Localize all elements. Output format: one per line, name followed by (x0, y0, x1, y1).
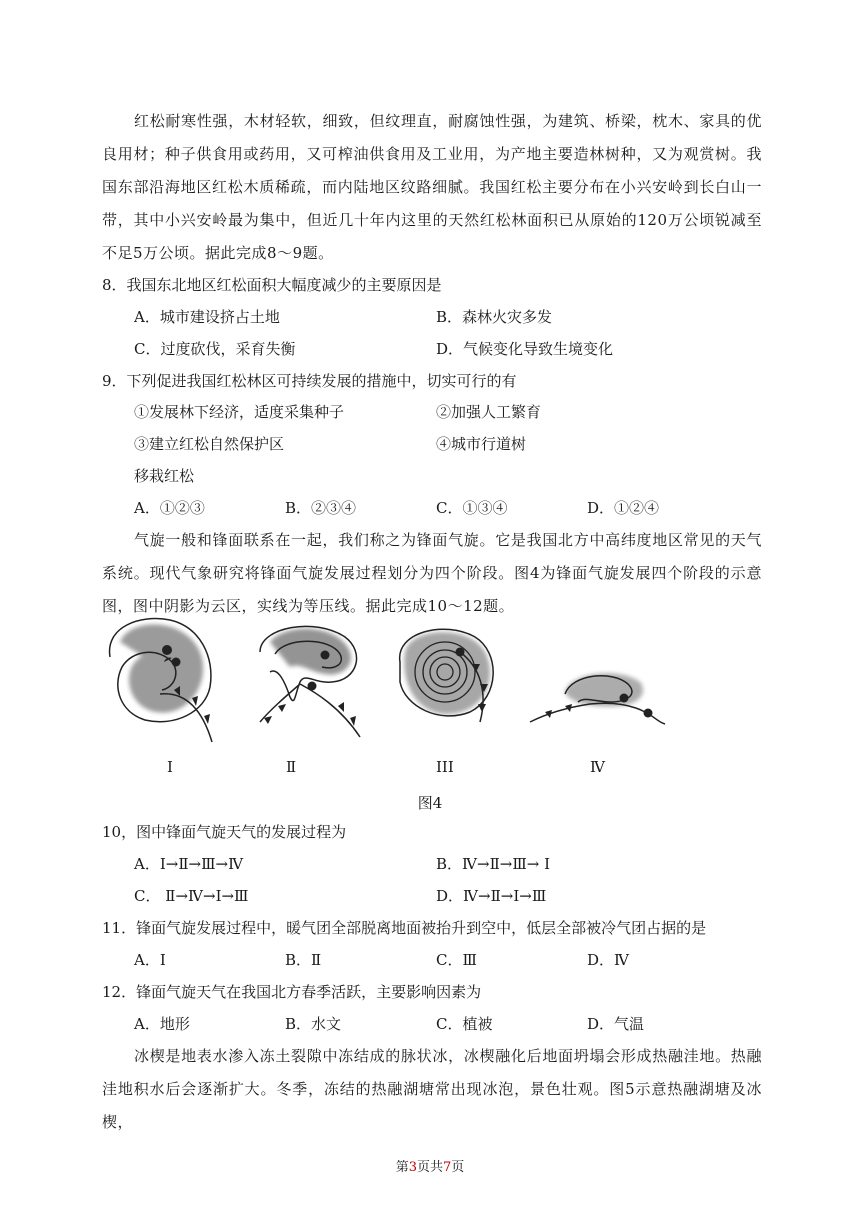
q11-option-b[interactable]: B．Ⅱ (285, 951, 322, 969)
q9-statement-4: ④城市行道树 (436, 435, 527, 453)
passage-red-pine: 红松耐寒性强，木材轻软，细致，但纹理直，耐腐蚀性强，为建筑、桥梁，枕木、家具的优良用材；种子供食用或药用，又可榨油供食用及工业用，为产地主要造林树种，又为观赏树。我国东部沿海地区红松木质稀疏，而内陆地区纹路细腻。我国红松主要分布在小兴安岭到长白山一带，其中小兴安岭最为集中，但近几十年内这里的天然红松林面积已从原始的120万公顷锐减至不足5万公顷。据此完成8～9题。 (102, 112, 762, 262)
q9-statement-1: ①发展林下经济，适度采集种子 (134, 403, 345, 421)
question-10-stem: 10，图中锋面气旋天气的发展过程为 (102, 823, 347, 841)
question-11-stem: 11．锋面气旋发展过程中，暖气团全部脱离地面被抬升到空中，低层全部被冷气团占据的是 (102, 919, 707, 937)
footer-mid: 页共 (416, 1160, 443, 1175)
frontal-cyclone-diagram (100, 612, 680, 762)
q10-option-b[interactable]: B．Ⅳ→Ⅱ→Ⅲ→ I (436, 855, 551, 873)
q8-option-c[interactable]: C．过度砍伐，采育失衡 (134, 340, 296, 358)
cyclone-stage-3 (400, 629, 494, 722)
q9-option-b[interactable]: B．②③④ (285, 499, 357, 517)
footer-pre: 第 (395, 1160, 409, 1175)
question-9-stem: 9．下列促进我国红松林区可持续发展的措施中，切实可行的有 (102, 372, 517, 390)
figure-label-3: III (436, 758, 454, 776)
q10-option-c[interactable]: C． Ⅱ→Ⅳ→I→Ⅲ (134, 887, 249, 905)
cyclone-stage-1 (110, 619, 212, 742)
q12-option-c[interactable]: C．植被 (436, 1015, 493, 1033)
q11-option-d[interactable]: D．Ⅳ (587, 951, 630, 969)
q9-option-d[interactable]: D．①②④ (587, 499, 660, 517)
q9-option-a[interactable]: A．①②③ (134, 499, 205, 517)
passage-ice-wedge: 冰楔是地表水渗入冻土裂隙中冻结成的脉状冰，冰楔融化后地面坍塌会形成热融洼地。热融洼地积水后会逐渐扩大。冬季，冻结的热融湖塘常出现冰泡，景色壮观。图5示意热融湖塘及冰楔， (102, 1047, 762, 1131)
figure-label-2: Ⅱ (286, 758, 297, 776)
q10-option-a[interactable]: A．I→Ⅱ→Ⅲ→Ⅳ (134, 855, 244, 873)
q9-statement-3: ③建立红松自然保护区 (134, 435, 285, 453)
q9-statement-4-cont: 移栽红松 (134, 467, 195, 485)
footer-page-number: 3 (408, 1160, 417, 1175)
q9-option-c[interactable]: C．①③④ (436, 499, 508, 517)
passage-frontal-cyclone: 气旋一般和锋面联系在一起，我们称之为锋面气旋。它是我国北方中高纬度地区常见的天气系统。现代气象研究将锋面气旋发展过程划分为四个阶段。图4为锋面气旋发展四个阶段的示意图，图中阴影为云区，实线为等压线。据此完成10～12题。 (102, 531, 762, 615)
footer-post: 页 (451, 1160, 465, 1175)
q8-option-a[interactable]: A．城市建设挤占土地 (134, 308, 280, 326)
q12-option-b[interactable]: B．水文 (285, 1015, 342, 1033)
question-8-stem: 8．我国东北地区红松面积大幅度减少的主要原因是 (102, 276, 442, 294)
q8-option-b[interactable]: B．森林火灾多发 (436, 308, 553, 326)
figure-label-4: Ⅳ (590, 758, 605, 776)
q10-option-d[interactable]: D．Ⅳ→Ⅱ→I→Ⅲ (436, 887, 547, 905)
figure-caption: 图4 (417, 794, 443, 812)
cyclone-stage-2 (260, 626, 360, 737)
footer-total-pages: 7 (443, 1160, 452, 1175)
q12-option-a[interactable]: A．地形 (134, 1015, 190, 1033)
q9-statement-2: ②加强人工繁育 (436, 403, 542, 421)
q8-option-d[interactable]: D．气候变化导致生境变化 (436, 340, 614, 358)
page-footer (0, 1156, 860, 1175)
q11-option-c[interactable]: C．Ⅲ (436, 951, 477, 969)
cyclone-stage-4 (530, 673, 665, 724)
figure-label-1: I (167, 758, 173, 776)
q11-option-a[interactable]: A．I (134, 951, 166, 969)
question-12-stem: 12．锋面气旋天气在我国北方春季活跃，主要影响因素为 (102, 983, 482, 1001)
q12-option-d[interactable]: D．气温 (587, 1015, 645, 1033)
